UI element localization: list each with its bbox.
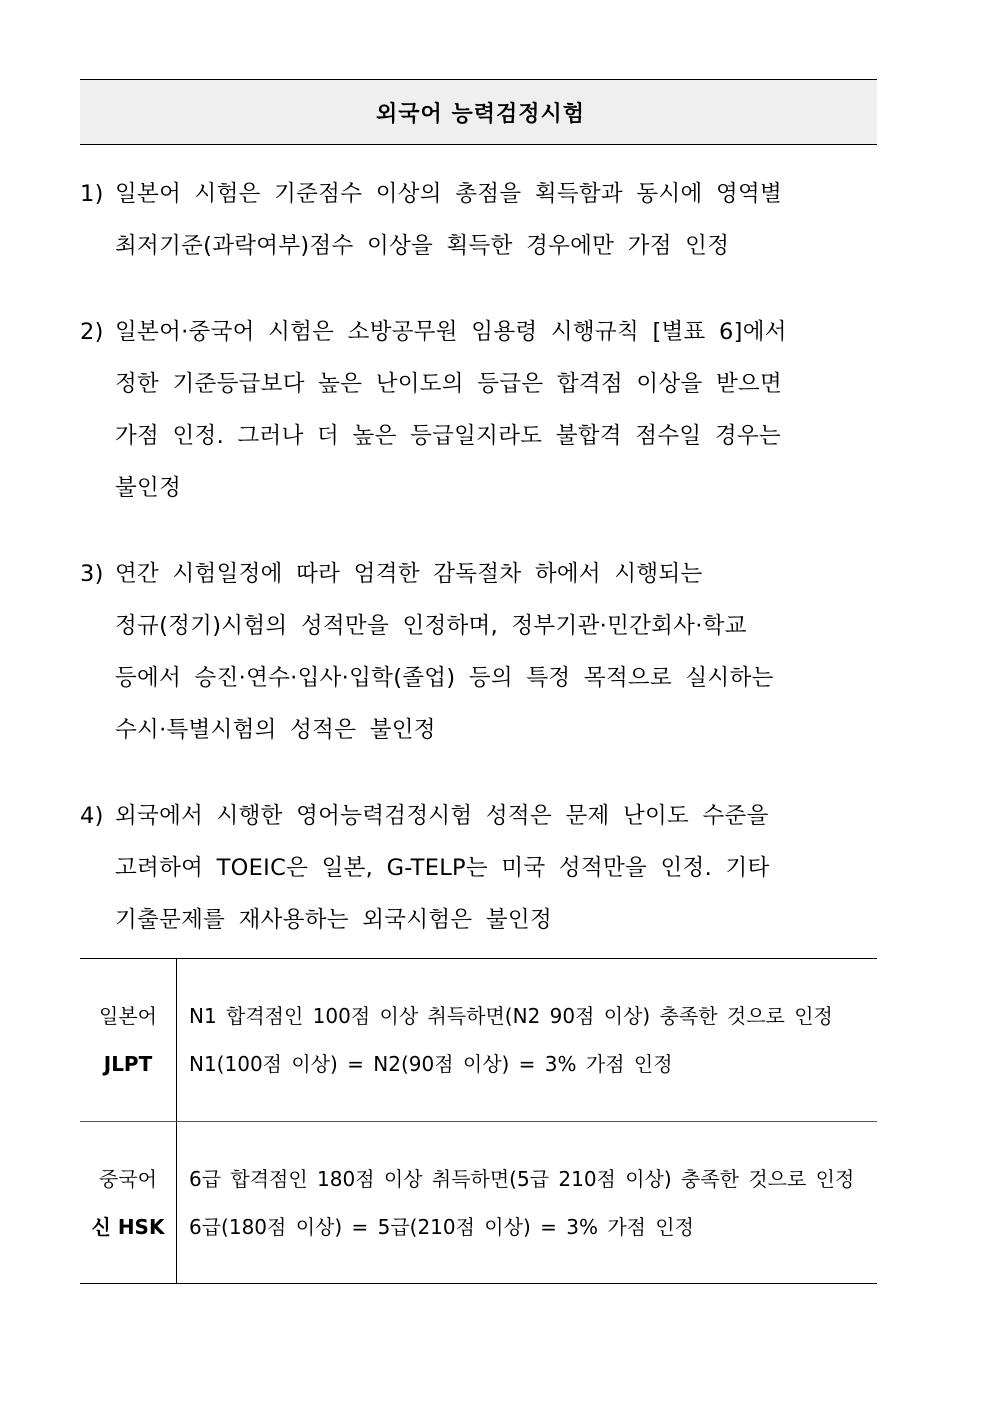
row-description-cell [177, 1122, 877, 1283]
title-bar [80, 79, 877, 145]
description-line: N1(100점 이상) = N2(90점 이상) = 3% 가점 인정 [189, 1052, 673, 1076]
rule-item-1 [80, 168, 880, 272]
page-title: 외국어 능력검정시험 [376, 101, 585, 127]
exam-label: JLPT [103, 1052, 153, 1076]
rule-number: 4) [80, 803, 104, 829]
rules-list [80, 168, 880, 980]
rule-number: 2) [80, 319, 104, 345]
description-line: N1 합격점인 100점 이상 취득하면(N2 90점 이상) 충족한 것으로 인정 [189, 1004, 833, 1028]
criteria-table [80, 958, 877, 1284]
rule-line: 고려하여 TOEIC은 일본, G-TELP는 미국 성적만을 인정. 기타 [115, 855, 770, 881]
rule-item-2 [80, 306, 880, 514]
rule-line: 불인정 [115, 475, 182, 501]
row-label-cell [80, 1122, 177, 1283]
rule-line: 가점 인정. 그러나 더 높은 등급일지라도 불합격 점수일 경우는 [115, 423, 781, 449]
rule-line: 최저기준(과락여부)점수 이상을 획득한 경우에만 가점 인정 [115, 233, 730, 259]
rule-item-3 [80, 548, 880, 756]
language-label: 중국어 [99, 1166, 157, 1191]
rule-line: 기출문제를 재사용하는 외국시험은 불인정 [115, 907, 552, 933]
description-line: 6급(180점 이상) = 5급(210점 이상) = 3% 가점 인정 [189, 1214, 694, 1239]
exam-label: 신 HSK [91, 1214, 165, 1239]
row-description-cell [177, 959, 877, 1121]
rule-number: 3) [80, 561, 104, 587]
rule-item-4 [80, 790, 880, 946]
row-label-cell [80, 959, 177, 1121]
rule-line: 일본어 시험은 기준점수 이상의 총점을 획득함과 동시에 영역별 [115, 181, 783, 207]
rule-line: 등에서 승진·연수·입사·입학(졸업) 등의 특정 목적으로 실시하는 [115, 665, 774, 691]
language-label: 일본어 [99, 1004, 157, 1028]
rule-line: 정한 기준등급보다 높은 난이도의 등급은 합격점 이상을 받으면 [115, 371, 783, 397]
rule-line: 연간 시험일정에 따라 엄격한 감독절차 하에서 시행되는 [115, 561, 703, 587]
rule-line: 일본어·중국어 시험은 소방공무원 임용령 시행규칙 [별표 6]에서 [115, 319, 787, 345]
rule-line: 수시·특별시험의 성적은 불인정 [115, 717, 436, 743]
table-row-hsk [80, 1121, 877, 1283]
rule-line: 정규(정기)시험의 성적만을 인정하며, 정부기관·민간회사·학교 [115, 613, 747, 639]
rule-number: 1) [80, 181, 104, 207]
table-row-jlpt [80, 959, 877, 1121]
rule-line: 외국에서 시행한 영어능력검정시험 성적은 문제 난이도 수준을 [115, 803, 769, 829]
description-line: 6급 합격점인 180점 이상 취득하면(5급 210점 이상) 충족한 것으로 인정 [189, 1166, 855, 1191]
